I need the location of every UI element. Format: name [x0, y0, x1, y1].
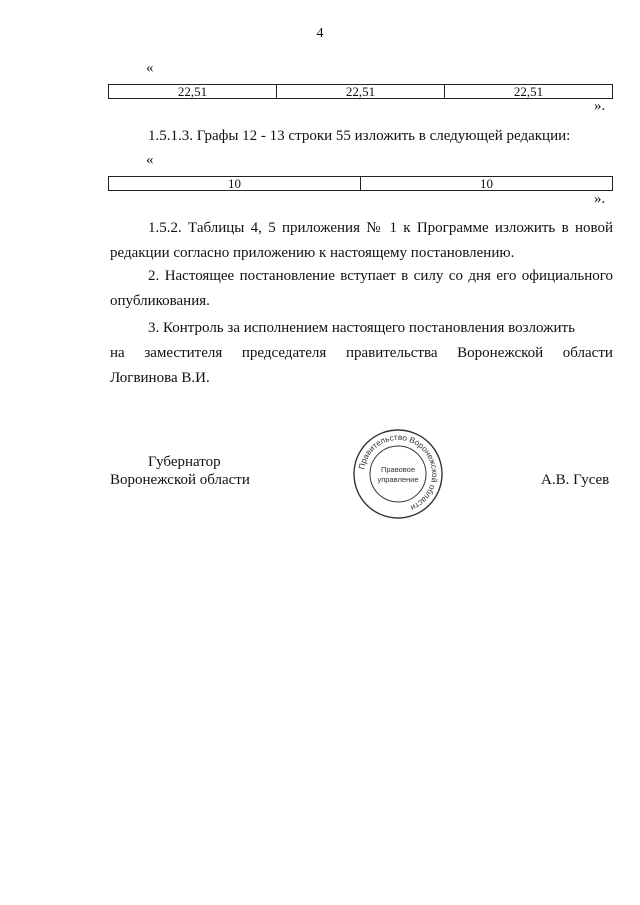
- stamp-ring-text: Правительство Воронежской области: [357, 432, 440, 513]
- item-3: [110, 316, 613, 391]
- signatory-name: А.В. Гусев: [541, 472, 610, 488]
- official-stamp: [352, 428, 444, 520]
- item-3-line2: [110, 341, 613, 366]
- table2-cell: 10: [109, 177, 361, 191]
- close-quote-1: ».: [594, 98, 606, 114]
- table1-cell: 22,51: [109, 85, 277, 99]
- page-number: 4: [316, 26, 324, 41]
- item-1-5-1-3: 1.5.1.3. Графы 12 - 13 строки 55 изложить в следующей редакции:: [148, 128, 571, 144]
- open-quote-2: «: [146, 152, 154, 168]
- values-table-2: [108, 176, 613, 191]
- item-2: 2. Настоящее постановление вступает в силу со дня его официального опубликования.: [110, 268, 613, 309]
- table1-cell: 22,51: [445, 85, 613, 99]
- close-quote-2: ».: [594, 191, 606, 207]
- signatory-title-line1: Губернатор: [148, 454, 221, 470]
- values-table-1: [108, 84, 613, 99]
- open-quote-1: «: [146, 60, 154, 76]
- stamp-center-line1: Правовое: [380, 465, 416, 474]
- table1-cell: 22,51: [277, 85, 445, 99]
- item-1-5-2: 1.5.2. Таблицы 4, 5 приложения № 1 к Программе изложить в новой редакции согласно приложению к настоящему постановлению.: [110, 220, 613, 261]
- stamp-center-line2: управление: [377, 475, 419, 484]
- item-3-line1: 3. Контроль за исполнением настоящего постановления возложить: [148, 320, 575, 336]
- item-3-word: на: [110, 345, 125, 361]
- stamp-outer-ring: [354, 430, 442, 518]
- item-3-word: правительства: [345, 345, 438, 361]
- item-3-word: области: [562, 345, 613, 361]
- item-3-word: заместителя: [144, 345, 223, 361]
- signatory-title-line2: Воронежской области: [110, 472, 250, 488]
- table2-cell: 10: [361, 177, 613, 191]
- item-3-word: Воронежской: [457, 345, 544, 361]
- stamp-inner-ring: [370, 446, 426, 502]
- item-3-line3: Логвинова В.И.: [110, 370, 210, 386]
- item-3-word: председателя: [241, 345, 327, 361]
